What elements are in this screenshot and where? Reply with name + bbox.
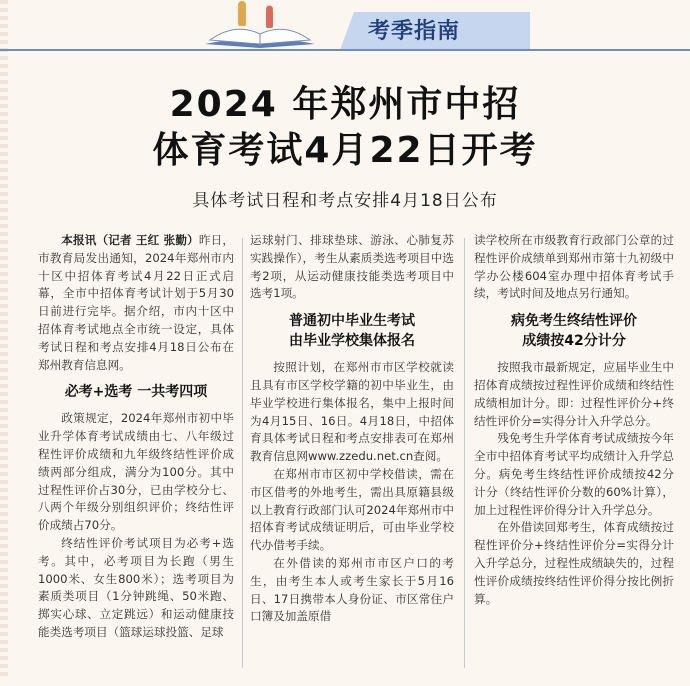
headline-line-1: 2024 年郑州市中招 (169, 84, 521, 125)
headline (0, 82, 690, 174)
article-column-3 (474, 232, 674, 608)
article-paragraph: 在外借读回郑考生，体育成绩按过程性评价分+终结性评价分=实得分计入升学总分，过程性成绩缺失的，过程性评价成绩按终结性评价得分按比例折算。 (474, 520, 674, 606)
byline: 本报讯（记者 王红 张勤） (61, 233, 199, 247)
article-paragraph: 运球射门、排球垫球、游泳、心肺复苏实践操作），考生从素质类选考项目中选考2项，从运动健康技能类选考项目中选考1项。 (250, 233, 454, 301)
column-heading: 必考+选考 一共考四项 (64, 384, 208, 401)
column-heading: 普通初中毕业生考试 由毕业学校集体报名 (289, 313, 415, 350)
article-paragraph: 按照计划，在郑州市市区学校就读且具有市区学校学籍的初中毕业生，由毕业学校进行集体报名，集中上报时间为4月15日、16日。4月18日，中招体育具体考试日程和考点安排表可在郑州教育信息网www.zzedu.net.cn查阅。 (250, 360, 454, 464)
column-divider (464, 238, 465, 668)
article-paragraph: 在郑州市市区初中学校借读，需在市区借考的外地考生，需出具原籍县级以上教育行政部门认可2024年郑州市中招体育考试成绩证明后，可由毕业学校代办借考手续。 (250, 466, 454, 553)
article-paragraph: 终结性评价考试项目为必考+选考。其中，必考项目为长跑（男生1000米、女生800米）；选考项目为素质类项目（1分钟跳绳、50米跑、掷实心球、立定跳远）和运动健康技能类选考项目（篮球运球投篮、足球 (38, 535, 234, 639)
article-column-2 (250, 232, 454, 626)
open-book-icon (200, 0, 320, 50)
section-banner (0, 0, 690, 52)
column-heading: 病免考生终结性评价 成绩按42分计分 (511, 313, 637, 350)
article-paragraph: 读学校所在市级教育行政部门公章的过程性评价成绩单到郑州市第十九初级中学办公楼604室办理中招体育考试手续，考试时间及地点另行通知。 (474, 233, 674, 301)
article-paragraph: 按照我市最新规定，应届毕业生中招体育成绩按过程性评价成绩和终结性成绩相加计分。即：过程性评价分+终结性评价分=实得分计入升学总分。 (474, 360, 674, 428)
subheadline: 具体考试日程和考点安排4月18日公布 (192, 191, 498, 211)
article-column-1 (38, 232, 234, 642)
article-paragraph: 本报讯（记者 王红 张勤）昨日，市教育局发出通知，2024年郑州市内十区中招体育考试4月22日正式启幕，全市中招体育考试计划于5月30日前进行完毕。据介绍，市内十区中招体育考试地点全市统一设定，具体考试日程和考点安排4月18日公布在郑州教育信息网。 (38, 233, 234, 372)
section-label: 考季指南 (368, 19, 461, 44)
headline-line-2: 体育考试4月22日开考 (152, 130, 538, 171)
article-paragraph: 在外借读的郑州市市区户口的考生，由考生本人或考生家长于5月16日、17日携带本人身份证、市区常住户口簿及加盖原借 (250, 555, 454, 624)
column-divider (242, 238, 243, 668)
article-paragraph: 残免考生升学体育考试成绩按今年全市中招体育考试平均成绩计入升学总分。病免考生终结性评价成绩按42分计分（终结性评价分数的60%计算），加上过程性评价得分计入升学总分。 (474, 431, 674, 517)
banner-rule (0, 49, 690, 51)
article-paragraph: 政策规定，2024年郑州市初中毕业升学体育考试成绩由七、八年级过程性评价成绩和九年级终结性评价成绩两部分组成，满分为100分。其中过程性评价占30分，已由学校分七、八两个年级分别组织评价；终结性评价成绩占70分。 (38, 411, 234, 533)
